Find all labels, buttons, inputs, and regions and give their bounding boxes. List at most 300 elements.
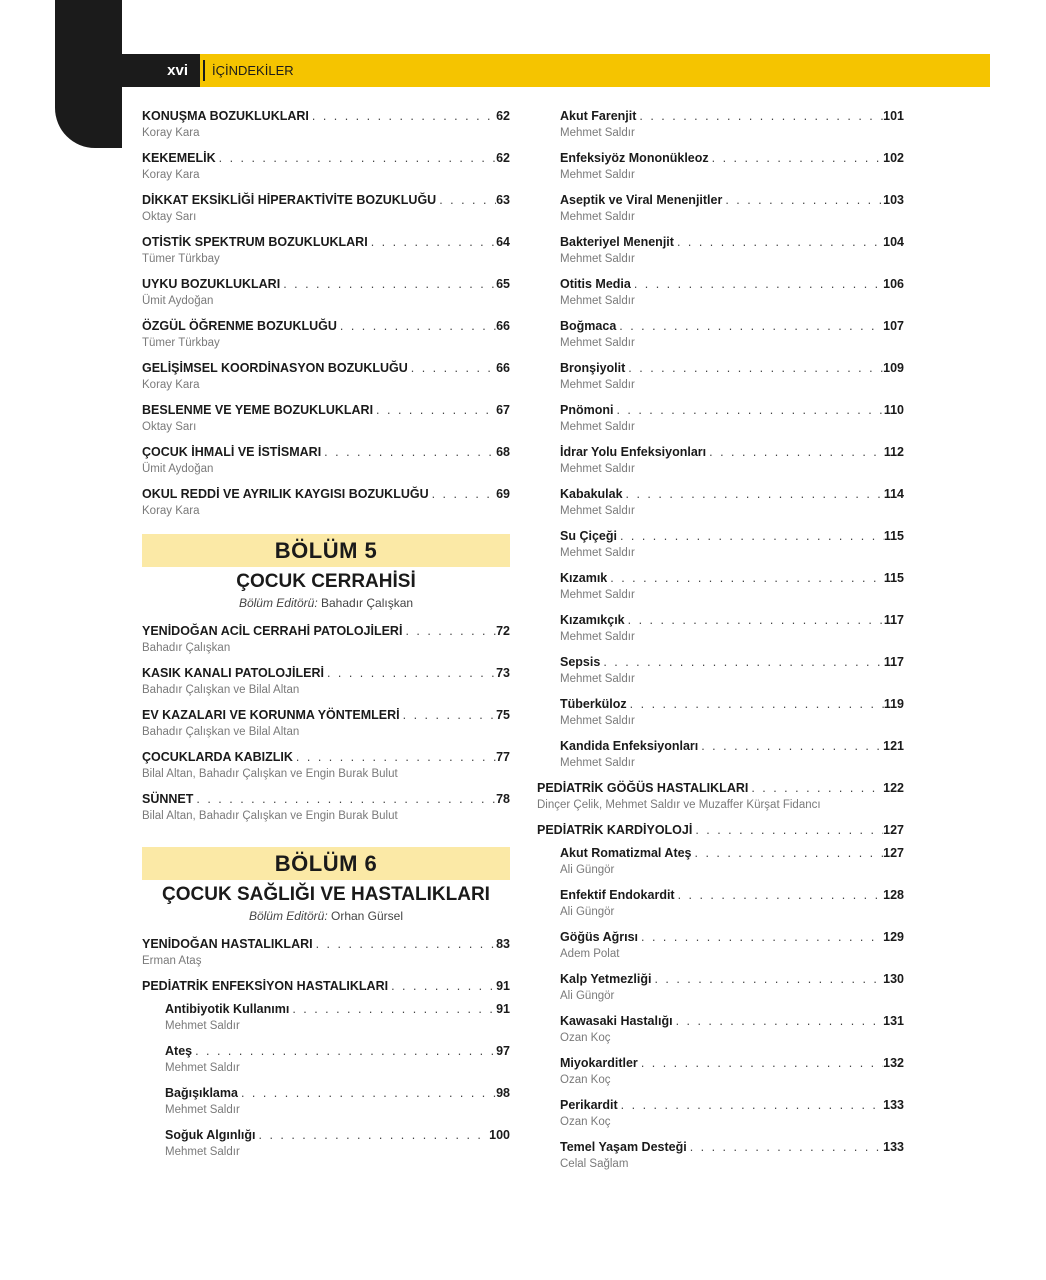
- toc-entry-page: 117: [883, 613, 904, 627]
- toc-entry-page: 66: [496, 319, 510, 333]
- toc-entry-page: 104: [883, 235, 904, 249]
- toc-entry-page: 121: [883, 739, 904, 753]
- toc-entry-author: Ümit Aydoğan: [142, 463, 214, 475]
- toc-entry[interactable]: [537, 654, 904, 688]
- toc-entry[interactable]: [142, 749, 510, 783]
- dot-leader: [618, 1097, 883, 1114]
- toc-entry-page: 133: [883, 1098, 904, 1112]
- toc-entry-line: [165, 1043, 510, 1060]
- toc-entry-page: 98: [496, 1086, 510, 1100]
- toc-entry-title: Bağışıklama: [165, 1086, 238, 1100]
- dot-leader: [616, 318, 883, 335]
- toc-entry[interactable]: [537, 1013, 904, 1047]
- toc-entry[interactable]: [537, 360, 904, 394]
- toc-entry-page: 133: [883, 1140, 904, 1154]
- toc-entry-title: Kabakulak: [560, 487, 623, 501]
- toc-entry[interactable]: [537, 486, 904, 520]
- toc-entry-title: OTİSTİK SPEKTRUM BOZUKLUKLARI: [142, 235, 368, 249]
- toc-entry[interactable]: [142, 108, 510, 142]
- dot-leader: [692, 845, 884, 862]
- toc-entry-page: 106: [883, 277, 904, 291]
- toc-entry-page: 119: [883, 697, 904, 711]
- toc-entry-title: Kalp Yetmezliği: [560, 972, 652, 986]
- dot-leader: [636, 108, 883, 125]
- header-title: İÇİNDEKİLER: [212, 54, 294, 87]
- toc-entry-author: Tümer Türkbay: [142, 337, 220, 349]
- toc-entry-title: Boğmaca: [560, 319, 617, 333]
- toc-entry-page: 97: [496, 1044, 510, 1058]
- toc-entry-author: Adem Polat: [560, 948, 620, 960]
- toc-entry-title: DİKKAT EKSİKLİĞİ HİPERAKTİVİTE BOZUKLUĞU: [142, 193, 437, 207]
- toc-entry-page: 128: [883, 888, 904, 902]
- right-column: [537, 108, 904, 1181]
- toc-entry-title: ÖZGÜL ÖĞRENME BOZUKLUĞU: [142, 319, 337, 333]
- toc-entry-page: 78: [496, 792, 510, 806]
- toc-entry-line: [142, 978, 510, 995]
- toc-list-right: [537, 108, 904, 1173]
- toc-entry-line: [560, 486, 904, 503]
- toc-entry-title: Aseptik ve Viral Menenjitler: [560, 193, 723, 207]
- toc-entry[interactable]: [537, 402, 904, 436]
- toc-entry-author: Mehmet Saldır: [560, 715, 635, 727]
- left-column: [142, 108, 510, 1169]
- toc-entry-author: Mehmet Saldır: [165, 1104, 240, 1116]
- toc-entry-page: 68: [496, 445, 510, 459]
- dot-leader: [436, 192, 496, 209]
- toc-entry-page: 101: [883, 109, 904, 123]
- toc-entry-line: [165, 1001, 510, 1018]
- toc-list-section-6: [142, 936, 510, 1161]
- toc-entry[interactable]: [537, 570, 904, 604]
- toc-entry-author: Mehmet Saldır: [165, 1146, 240, 1158]
- toc-entry-title: Bakteriyel Menenjit: [560, 235, 674, 249]
- toc-entry-page: 127: [883, 823, 904, 837]
- toc-entry-title: GELİŞİMSEL KOORDİNASYON BOZUKLUĞU: [142, 361, 408, 375]
- dot-leader: [698, 738, 883, 755]
- editor-label: Bölüm Editörü:: [248, 909, 328, 923]
- toc-entry[interactable]: [537, 845, 904, 879]
- toc-entry[interactable]: [537, 192, 904, 226]
- dot-leader: [674, 234, 883, 251]
- toc-entry-line: [537, 822, 904, 839]
- dot-leader: [613, 402, 883, 419]
- toc-entry[interactable]: [537, 444, 904, 478]
- toc-entry[interactable]: [537, 108, 904, 142]
- toc-entry-title: KONUŞMA BOZUKLUKLARI: [142, 109, 309, 123]
- toc-entry-author: Ali Güngör: [560, 906, 615, 918]
- toc-entry-title: Otitis Media: [560, 277, 631, 291]
- toc-entry-line: [560, 108, 904, 125]
- toc-entry-title: Miyokarditler: [560, 1056, 638, 1070]
- toc-entry-title: Antibiyotik Kullanımı: [165, 1002, 290, 1016]
- toc-entry[interactable]: [537, 1139, 904, 1173]
- dot-leader: [280, 276, 496, 293]
- toc-entry-line: [560, 192, 904, 209]
- toc-entry[interactable]: [142, 486, 510, 520]
- toc-entry[interactable]: [142, 360, 510, 394]
- toc-entry-title: PEDİATRİK KARDİYOLOJİ: [537, 823, 693, 837]
- toc-entry-title: YENİDOĞAN HASTALIKLARI: [142, 937, 313, 951]
- toc-entry-page: 109: [883, 361, 904, 375]
- toc-entry-author: Mehmet Saldır: [560, 757, 635, 769]
- toc-entry[interactable]: [142, 1085, 510, 1119]
- toc-entry-author: Erman Ataş: [142, 955, 202, 967]
- toc-entry-title: Enfeksiyöz Mononükleoz: [560, 151, 709, 165]
- toc-entry-title: BESLENME VE YEME BOZUKLUKLARI: [142, 403, 374, 417]
- dot-leader: [256, 1127, 490, 1144]
- toc-list-left: [142, 108, 510, 520]
- dot-leader: [216, 150, 496, 167]
- toc-entry-page: 129: [883, 930, 904, 944]
- toc-entry-page: 115: [883, 529, 904, 543]
- dot-leader: [408, 360, 496, 377]
- toc-entry[interactable]: [142, 444, 510, 478]
- toc-entry-line: [560, 1097, 904, 1114]
- toc-entry[interactable]: [537, 929, 904, 963]
- toc-entry-title: Su Çiçeği: [560, 529, 617, 543]
- dot-leader: [373, 402, 496, 419]
- section-5-title: ÇOCUK CERRAHİSİ: [236, 571, 416, 592]
- section-6-title: ÇOCUK SAĞLIĞI VE HASTALIKLARI: [162, 884, 490, 905]
- toc-entry-page: 75: [496, 708, 510, 722]
- toc-entry-page: 63: [496, 193, 510, 207]
- toc-entry-page: 132: [883, 1056, 904, 1070]
- dot-leader: [388, 978, 496, 995]
- toc-entry-line: [165, 1085, 510, 1102]
- toc-entry-title: ÇOCUK İHMALİ VE İSTİSMARI: [142, 445, 322, 459]
- toc-entry-author: Mehmet Saldır: [560, 505, 635, 517]
- toc-entry[interactable]: [142, 1127, 510, 1161]
- toc-entry-title: Akut Romatizmal Ateş: [560, 846, 692, 860]
- toc-entry-line: [142, 318, 510, 335]
- toc-entry-line: [142, 402, 510, 419]
- dot-leader: [625, 360, 883, 377]
- toc-entry[interactable]: [142, 318, 510, 352]
- toc-entry-title: Bronşiyolit: [560, 361, 626, 375]
- dot-leader: [748, 780, 883, 797]
- toc-entry[interactable]: [537, 1097, 904, 1131]
- dot-leader: [651, 971, 883, 988]
- toc-entry-line: [560, 654, 904, 671]
- toc-entry-page: 102: [883, 151, 904, 165]
- toc-entry-page: 114: [883, 487, 904, 501]
- toc-entry-title: İdrar Yolu Enfeksiyonları: [560, 445, 707, 459]
- dot-leader: [309, 108, 496, 125]
- toc-entry-author: Mehmet Saldır: [560, 589, 635, 601]
- toc-entry-line: [560, 444, 904, 461]
- toc-entry-author: Ozan Koç: [560, 1116, 611, 1128]
- toc-entry-title: KASIK KANALI PATOLOJİLERİ: [142, 666, 324, 680]
- toc-entry-author: Mehmet Saldır: [560, 673, 635, 685]
- toc-entry-line: [560, 971, 904, 988]
- toc-entry-title: Kızamıkçık: [560, 613, 625, 627]
- toc-list-section-5: [142, 623, 510, 825]
- toc-entry-page: 62: [496, 151, 510, 165]
- section-6-header: [142, 847, 510, 924]
- toc-entry-page: 117: [883, 655, 904, 669]
- toc-entry-page: 77: [496, 750, 510, 764]
- toc-entry-title: ÇOCUKLARDA KABIZLIK: [142, 750, 293, 764]
- toc-entry-author: Bahadır Çalışkan ve Bilal Altan: [142, 726, 300, 738]
- toc-entry-line: [560, 845, 904, 862]
- toc-entry-line: [142, 192, 510, 209]
- toc-entry-line: [142, 936, 510, 953]
- dot-leader: [617, 528, 884, 545]
- toc-entry-line: [560, 929, 904, 946]
- toc-entry[interactable]: [142, 402, 510, 436]
- toc-entry-title: Kandida Enfeksiyonları: [560, 739, 699, 753]
- toc-entry[interactable]: [142, 234, 510, 268]
- editor-name: Bahadır Çalışkan: [317, 596, 414, 610]
- toc-entry[interactable]: [142, 1001, 510, 1035]
- toc-entry-line: [560, 528, 904, 545]
- toc-entry[interactable]: [142, 707, 510, 741]
- toc-entry-title: Perikardit: [560, 1098, 618, 1112]
- toc-entry[interactable]: [537, 780, 904, 814]
- toc-entry-title: Göğüs Ağrısı: [560, 930, 639, 944]
- section-5-label: BÖLÜM 5: [142, 534, 510, 567]
- dot-leader: [623, 486, 884, 503]
- toc-entry[interactable]: [142, 978, 510, 995]
- toc-entry-author: Mehmet Saldır: [560, 421, 635, 433]
- toc-entry-line: [142, 749, 510, 766]
- toc-entry-page: 73: [496, 666, 510, 680]
- toc-entry-title: PEDİATRİK ENFEKSİYON HASTALIKLARI: [142, 979, 389, 993]
- toc-entry[interactable]: [537, 696, 904, 730]
- toc-entry-page: 110: [883, 403, 904, 417]
- dot-leader: [600, 654, 884, 671]
- dot-leader: [192, 1043, 496, 1060]
- toc-entry-author: Ümit Aydoğan: [142, 295, 214, 307]
- toc-entry[interactable]: [142, 623, 510, 657]
- toc-entry-author: Mehmet Saldır: [560, 295, 635, 307]
- toc-entry-title: Kawasaki Hastalığı: [560, 1014, 673, 1028]
- dot-leader: [625, 612, 884, 629]
- dot-leader: [607, 570, 884, 587]
- toc-entry-title: UYKU BOZUKLUKLARI: [142, 277, 281, 291]
- toc-entry-line: [560, 1013, 904, 1030]
- toc-entry-line: [537, 780, 904, 797]
- toc-entry-page: 103: [883, 193, 904, 207]
- dot-leader: [313, 936, 496, 953]
- toc-entry[interactable]: [142, 276, 510, 310]
- dot-leader: [627, 696, 884, 713]
- toc-entry-page: 83: [496, 937, 510, 951]
- toc-entry[interactable]: [537, 738, 904, 772]
- toc-entry-author: Mehmet Saldır: [560, 127, 635, 139]
- toc-entry-page: 115: [883, 571, 904, 585]
- toc-entry[interactable]: [142, 192, 510, 226]
- toc-entry-title: Soğuk Algınlığı: [165, 1128, 256, 1142]
- toc-entry-title: YENİDOĞAN ACİL CERRAHİ PATOLOJİLERİ: [142, 624, 403, 638]
- dot-leader: [324, 665, 496, 682]
- toc-entry-author: Koray Kara: [142, 127, 200, 139]
- toc-entry[interactable]: [537, 318, 904, 352]
- toc-entry-title: Tüberküloz: [560, 697, 627, 711]
- toc-entry-line: [560, 696, 904, 713]
- toc-entry-page: 107: [883, 319, 904, 333]
- toc-entry-author: Mehmet Saldır: [560, 463, 635, 475]
- toc-entry-author: Bahadır Çalışkan ve Bilal Altan: [142, 684, 300, 696]
- toc-entry-line: [560, 570, 904, 587]
- toc-entry-page: 64: [496, 235, 510, 249]
- toc-entry-page: 72: [496, 624, 510, 638]
- toc-entry-title: SÜNNET: [142, 792, 194, 806]
- corner-tab: [55, 0, 122, 148]
- toc-entry[interactable]: [142, 936, 510, 970]
- dot-leader: [638, 929, 883, 946]
- toc-entry-page: 65: [496, 277, 510, 291]
- toc-entry-line: [142, 791, 510, 808]
- toc-entry-author: Mehmet Saldır: [560, 631, 635, 643]
- dot-leader: [673, 1013, 884, 1030]
- toc-entry-author: Tümer Türkbay: [142, 253, 220, 265]
- dot-leader: [706, 444, 884, 461]
- toc-entry-author: Mehmet Saldır: [560, 253, 635, 265]
- toc-entry-line: [142, 665, 510, 682]
- toc-entry-line: [142, 234, 510, 251]
- toc-entry-author: Ali Güngör: [560, 990, 615, 1002]
- toc-entry-page: 91: [496, 1002, 510, 1016]
- toc-entry-page: 112: [883, 445, 904, 459]
- toc-entry-line: [560, 738, 904, 755]
- toc-entry-author: Mehmet Saldır: [165, 1020, 240, 1032]
- toc-entry[interactable]: [537, 150, 904, 184]
- toc-entry[interactable]: [142, 791, 510, 825]
- toc-entry-title: PEDİATRİK GÖĞÜS HASTALIKLARI: [537, 781, 749, 795]
- section-6-editor: [142, 908, 510, 924]
- toc-entry[interactable]: [537, 1055, 904, 1089]
- toc-entry-line: [560, 402, 904, 419]
- toc-entry-author: Koray Kara: [142, 169, 200, 181]
- toc-entry-author: Dinçer Çelik, Mehmet Saldır ve Muzaffer Kürşat Fidancı: [537, 799, 821, 811]
- dot-leader: [675, 887, 884, 904]
- toc-entry-author: Oktay Sarı: [142, 211, 197, 223]
- toc-entry-page: 100: [489, 1128, 510, 1142]
- toc-entry-page: 67: [496, 403, 510, 417]
- toc-entry-page: 91: [496, 979, 510, 993]
- toc-entry-line: [560, 150, 904, 167]
- toc-entry-title: Akut Farenjit: [560, 109, 637, 123]
- toc-entry-line: [142, 108, 510, 125]
- toc-entry-title: EV KAZALARI VE KORUNMA YÖNTEMLERİ: [142, 708, 400, 722]
- toc-entry-page: 131: [883, 1014, 904, 1028]
- toc-entry-author: Bilal Altan, Bahadır Çalışkan ve Engin Burak Bulut: [142, 768, 398, 780]
- dot-leader: [238, 1085, 496, 1102]
- toc-entry-author: Koray Kara: [142, 505, 200, 517]
- toc-entry-author: Bilal Altan, Bahadır Çalışkan ve Engin Burak Bulut: [142, 810, 398, 822]
- section-5-header: [142, 534, 510, 611]
- dot-leader: [429, 486, 496, 503]
- toc-entry-author: Mehmet Saldır: [560, 547, 635, 559]
- toc-entry-page: 127: [883, 846, 904, 860]
- toc-entry-page: 122: [883, 781, 904, 795]
- editor-label: Bölüm Editörü:: [238, 596, 318, 610]
- toc-entry-title: Enfektif Endokardit: [560, 888, 675, 902]
- toc-entry[interactable]: [537, 276, 904, 310]
- dot-leader: [722, 192, 883, 209]
- dot-leader: [293, 749, 496, 766]
- editor-name: Orhan Gürsel: [327, 909, 404, 923]
- toc-entry-title: Kızamık: [560, 571, 608, 585]
- page-number: xvi: [122, 54, 200, 87]
- toc-entry-author: Koray Kara: [142, 379, 200, 391]
- toc-entry-page: 130: [883, 972, 904, 986]
- toc-entry[interactable]: [537, 887, 904, 921]
- toc-entry-line: [560, 276, 904, 293]
- toc-entry-author: Mehmet Saldır: [165, 1062, 240, 1074]
- toc-entry-line: [560, 318, 904, 335]
- toc-entry[interactable]: [142, 150, 510, 184]
- dot-leader: [400, 707, 496, 724]
- toc-entry-line: [142, 150, 510, 167]
- toc-entry-title: OKUL REDDİ VE AYRILIK KAYGISI BOZUKLUĞU: [142, 487, 429, 501]
- toc-entry-line: [560, 1139, 904, 1156]
- toc-entry-author: Ali Güngör: [560, 864, 615, 876]
- toc-entry-line: [560, 612, 904, 629]
- dot-leader: [631, 276, 883, 293]
- toc-entry-author: Oktay Sarı: [142, 421, 197, 433]
- toc-entry-line: [142, 276, 510, 293]
- dot-leader: [402, 623, 496, 640]
- toc-entry-author: Mehmet Saldır: [560, 169, 635, 181]
- toc-entry-line: [142, 360, 510, 377]
- toc-entry[interactable]: [537, 528, 904, 562]
- toc-entry-page: 69: [496, 487, 510, 501]
- toc-entry-line: [142, 444, 510, 461]
- dot-leader: [289, 1001, 496, 1018]
- dot-leader: [638, 1055, 883, 1072]
- toc-entry-title: KEKEMELİK: [142, 151, 216, 165]
- toc-entry-author: Mehmet Saldır: [560, 337, 635, 349]
- toc-entry-author: Mehmet Saldır: [560, 379, 635, 391]
- section-6-label: BÖLÜM 6: [142, 847, 510, 880]
- toc-entry-line: [560, 234, 904, 251]
- toc-entry-line: [165, 1127, 510, 1144]
- toc-entry-page: 62: [496, 109, 510, 123]
- toc-entry[interactable]: [537, 612, 904, 646]
- toc-entry-author: Celal Sağlam: [560, 1158, 629, 1170]
- toc-entry-title: Ateş: [165, 1044, 193, 1058]
- toc-entry-page: 66: [496, 361, 510, 375]
- toc-entry-title: Temel Yaşam Desteği: [560, 1140, 687, 1154]
- toc-entry-line: [560, 1055, 904, 1072]
- toc-entry[interactable]: [537, 822, 904, 839]
- toc-entry[interactable]: [537, 234, 904, 268]
- dot-leader: [368, 234, 496, 251]
- dot-leader: [692, 822, 883, 839]
- toc-entry-line: [560, 887, 904, 904]
- toc-entry-title: Sepsis: [560, 655, 601, 669]
- dot-leader: [709, 150, 884, 167]
- section-5-editor: [142, 595, 510, 611]
- toc-entry[interactable]: [142, 665, 510, 699]
- dot-leader: [321, 444, 496, 461]
- dot-leader: [687, 1139, 883, 1156]
- toc-entry-author: Ozan Koç: [560, 1074, 611, 1086]
- toc-entry-author: Mehmet Saldır: [560, 211, 635, 223]
- toc-entry-line: [142, 486, 510, 503]
- toc-entry[interactable]: [142, 1043, 510, 1077]
- toc-entry-line: [142, 707, 510, 724]
- toc-entry-line: [142, 623, 510, 640]
- toc-entry-author: Ozan Koç: [560, 1032, 611, 1044]
- dot-leader: [337, 318, 496, 335]
- toc-entry[interactable]: [537, 971, 904, 1005]
- dot-leader: [193, 791, 496, 808]
- toc-entry-line: [560, 360, 904, 377]
- toc-entry-author: Bahadır Çalışkan: [142, 642, 231, 654]
